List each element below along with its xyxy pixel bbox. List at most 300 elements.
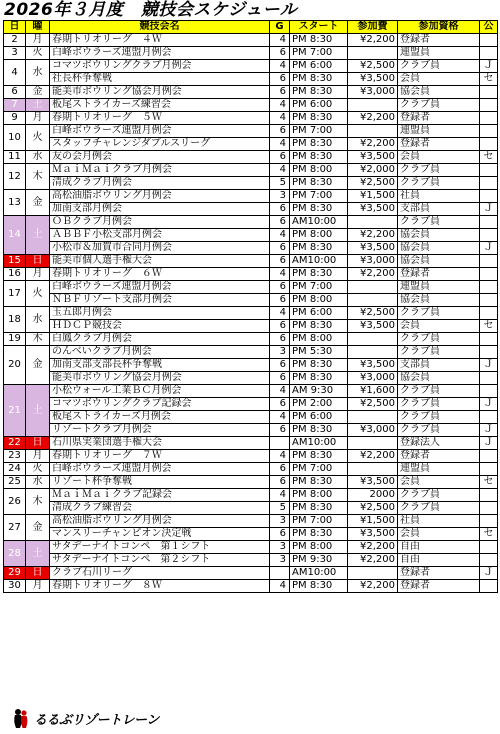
weekday-cell: 日 [26,437,50,450]
page-title: 2026年３月度 競技会スケジュール [4,0,298,20]
schedule-table [3,20,498,593]
games-cell: 4 [270,138,290,151]
official-cell [480,281,498,294]
table-row [4,372,498,385]
official-cell [480,125,498,138]
qualification-cell: クラブ員 [398,164,480,177]
qualification-cell: クラブ員 [398,424,480,437]
table-row [4,229,498,242]
fee-cell: ¥2,500 [348,177,398,190]
table-row [4,541,498,554]
start-time-cell: PM 6:00 [290,307,348,320]
official-cell [480,216,498,229]
event-name-cell: 友の会月例会 [50,151,270,164]
fee-cell: ¥2,200 [348,34,398,47]
table-row [4,125,498,138]
event-name-cell: 能美市ボウリング協会月例会 [50,86,270,99]
weekday-cell: 土 [26,385,50,437]
fee-cell: ¥2,200 [348,580,398,593]
day-cell: 30 [4,580,26,593]
official-cell [480,489,498,502]
fee-cell: ¥3,500 [348,203,398,216]
day-cell: 16 [4,268,26,281]
qualification-cell: 登録者 [398,580,480,593]
qualification-cell: クラブ員 [398,99,480,112]
official-cell [480,294,498,307]
table-row [4,411,498,424]
qualification-cell: クラブ員 [398,346,480,359]
table-row [4,567,498,580]
fee-cell [348,294,398,307]
official-cell [480,47,498,60]
qualification-cell: 支部員 [398,203,480,216]
weekday-cell: 火 [26,463,50,476]
games-cell: 4 [270,99,290,112]
qualification-cell: クラブ員 [398,333,480,346]
start-time-cell: PM 7:00 [290,281,348,294]
start-time-cell: PM 8:30 [290,528,348,541]
fee-cell: ¥2,500 [348,307,398,320]
official-cell [480,268,498,281]
games-cell: 3 [270,515,290,528]
games-cell: 6 [270,398,290,411]
event-name-cell: ＭａｉＭａｉクラブ記録会 [50,489,270,502]
event-name-cell: 加南支部月例会 [50,203,270,216]
start-time-cell: PM 9:30 [290,554,348,567]
weekday-cell: 木 [26,489,50,515]
games-cell: 4 [270,450,290,463]
event-name-cell: 能美市ボウリング協会月例会 [50,372,270,385]
weekday-cell: 月 [26,112,50,125]
games-cell: 4 [270,268,290,281]
weekday-cell: 月 [26,34,50,47]
games-cell: 4 [270,34,290,47]
event-name-cell: コマツボウリングクラブ記録会 [50,398,270,411]
table-row [4,34,498,47]
start-time-cell: PM 8:30 [290,476,348,489]
day-cell: 7 [4,99,26,112]
games-cell [270,567,290,580]
table-row [4,86,498,99]
weekday-cell: 月 [26,268,50,281]
event-name-cell: 能美市個人選手権大会 [50,255,270,268]
fee-cell [348,99,398,112]
table-row [4,60,498,73]
official-cell: Ｊ [480,398,498,411]
event-name-cell: ＭａｉＭａｉクラブ月例会 [50,164,270,177]
weekday-cell: 火 [26,281,50,307]
start-time-cell: PM 8:30 [290,177,348,190]
fee-cell: ¥3,500 [348,476,398,489]
qualification-cell: 連盟員 [398,463,480,476]
day-cell: 17 [4,281,26,307]
fee-cell: ¥2,500 [348,502,398,515]
table-row [4,216,498,229]
games-cell: 6 [270,125,290,138]
official-cell [480,34,498,47]
day-cell: 23 [4,450,26,463]
start-time-cell: AM10:00 [290,255,348,268]
start-time-cell: PM 8:00 [290,229,348,242]
official-cell [480,99,498,112]
event-name-cell: 春期トリオリーグ ５Ｗ [50,112,270,125]
weekday-cell: 土 [26,541,50,567]
event-name-cell: 高松油脂ボウリング月例会 [50,190,270,203]
qualification-cell: 登録者 [398,268,480,281]
weekday-cell: 水 [26,60,50,86]
official-cell [480,164,498,177]
start-time-cell: PM 8:00 [290,541,348,554]
day-cell: 13 [4,190,26,216]
fee-cell [348,411,398,424]
table-row [4,151,498,164]
weekday-cell: 火 [26,125,50,151]
start-time-cell: AM10:00 [290,567,348,580]
qualification-cell: 協会員 [398,229,480,242]
games-cell: 6 [270,476,290,489]
official-cell [480,190,498,203]
qualification-cell: 会員 [398,476,480,489]
start-time-cell: PM 6:00 [290,60,348,73]
official-cell [480,463,498,476]
games-cell: 6 [270,359,290,372]
table-row [4,515,498,528]
table-row [4,424,498,437]
fee-cell: ¥3,500 [348,151,398,164]
logo [10,706,159,730]
table-row [4,281,498,294]
start-time-cell: PM 8:30 [290,359,348,372]
header-start: スタート [290,21,348,34]
official-cell [480,502,498,515]
qualification-cell: 協会員 [398,86,480,99]
fee-cell: ¥1,500 [348,190,398,203]
table-row [4,359,498,372]
table-row [4,268,498,281]
fee-cell: ¥2,200 [348,450,398,463]
table-row [4,580,498,593]
event-name-cell: 高松油脂ボウリング月例会 [50,515,270,528]
table-row [4,203,498,216]
table-row [4,190,498,203]
start-time-cell: PM 8:30 [290,242,348,255]
games-cell [270,437,290,450]
start-time-cell: AM 9:30 [290,385,348,398]
table-row [4,489,498,502]
qualification-cell: クラブ員 [398,216,480,229]
weekday-cell: 水 [26,476,50,489]
event-name-cell: マンスリーチャンピオン決定戦 [50,528,270,541]
event-name-cell: 春期トリオリーグ ４Ｗ [50,34,270,47]
event-name-cell: 清成クラブ練習会 [50,502,270,515]
start-time-cell: PM 7:00 [290,463,348,476]
event-name-cell: リゾートクラブ月例会 [50,424,270,437]
table-row [4,450,498,463]
qualification-cell: 登録者 [398,567,480,580]
fee-cell: 2000 [348,489,398,502]
official-cell [480,515,498,528]
games-cell: 6 [270,294,290,307]
header-official: 公 [480,21,498,34]
event-name-cell: スタッフチャレンジダブルスリーグ [50,138,270,151]
weekday-cell: 木 [26,333,50,346]
fee-cell [348,346,398,359]
start-time-cell: PM 8:00 [290,333,348,346]
start-time-cell: PM 2:00 [290,398,348,411]
official-cell: Ｊ [480,424,498,437]
fee-cell [348,47,398,60]
event-name-cell: 春期トリオリーグ ６Ｗ [50,268,270,281]
start-time-cell: PM 8:30 [290,450,348,463]
games-cell: 4 [270,580,290,593]
start-time-cell: PM 7:00 [290,47,348,60]
official-cell [480,541,498,554]
games-cell: 6 [270,242,290,255]
official-cell [480,580,498,593]
official-cell [480,229,498,242]
games-cell: 6 [270,203,290,216]
official-cell [480,307,498,320]
fee-cell: ¥2,200 [348,112,398,125]
official-cell [480,554,498,567]
games-cell: 6 [270,424,290,437]
official-cell: セ [480,320,498,333]
fee-cell [348,281,398,294]
official-cell [480,372,498,385]
games-cell: 6 [270,281,290,294]
games-cell: 3 [270,190,290,203]
games-cell: 4 [270,411,290,424]
official-cell [480,86,498,99]
weekday-cell: 日 [26,567,50,580]
event-name-cell: 白鳳クラブ月例会 [50,333,270,346]
start-time-cell: PM 7:00 [290,515,348,528]
official-cell [480,255,498,268]
table-row [4,99,498,112]
fee-cell: ¥3,000 [348,86,398,99]
games-cell: 4 [270,307,290,320]
table-row [4,333,498,346]
start-time-cell: PM 8:30 [290,73,348,86]
schedule-body [4,34,498,593]
qualification-cell: クラブ員 [398,489,480,502]
official-cell: Ｊ [480,359,498,372]
official-cell [480,450,498,463]
event-name-cell: 白峰ボウラーズ連盟月例会 [50,463,270,476]
qualification-cell: 支部員 [398,359,480,372]
start-time-cell: PM 8:30 [290,151,348,164]
official-cell: セ [480,476,498,489]
qualification-cell: クラブ員 [398,398,480,411]
day-cell: 21 [4,385,26,437]
official-cell: Ｊ [480,567,498,580]
qualification-cell: 会員 [398,73,480,86]
event-name-cell: リゾート杯争奪戦 [50,476,270,489]
event-name-cell: 小松ウォール工業ＢＣ月例会 [50,385,270,398]
qualification-cell: クラブ員 [398,60,480,73]
games-cell: 5 [270,177,290,190]
official-cell [480,177,498,190]
fee-cell: ¥2,200 [348,268,398,281]
start-time-cell: PM 8:00 [290,489,348,502]
games-cell: 6 [270,320,290,333]
qualification-cell: 会員 [398,320,480,333]
event-name-cell: ＡＢＢＦ小松支部月例会 [50,229,270,242]
qualification-cell: 連盟員 [398,47,480,60]
fee-cell: ¥3,500 [348,73,398,86]
table-row [4,242,498,255]
games-cell: 3 [270,554,290,567]
day-cell: 18 [4,307,26,333]
header-dow: 曜 [26,21,50,34]
weekday-cell: 木 [26,164,50,190]
fee-cell: ¥2,000 [348,164,398,177]
start-time-cell: AM10:00 [290,437,348,450]
start-time-cell: PM 8:30 [290,268,348,281]
header-fee: 参加費 [348,21,398,34]
day-cell: 25 [4,476,26,489]
event-name-cell: ＨＤＣＰ競技会 [50,320,270,333]
official-cell: Ｊ [480,437,498,450]
official-cell: Ｊ [480,242,498,255]
official-cell: Ｊ [480,203,498,216]
start-time-cell: PM 8:30 [290,424,348,437]
event-name-cell: ＮＢＦリゾート支部月例会 [50,294,270,307]
table-row [4,320,498,333]
qualification-cell: 登録者 [398,34,480,47]
event-name-cell: コマツボウリングクラブ月例会 [50,60,270,73]
start-time-cell: PM 8:30 [290,580,348,593]
header-event: 競技会名 [50,21,270,34]
fee-cell: ¥3,500 [348,242,398,255]
day-cell: 11 [4,151,26,164]
header-day: 日 [4,21,26,34]
weekday-cell: 火 [26,47,50,60]
event-name-cell: 玉五郎月例会 [50,307,270,320]
event-name-cell: サタデーナイトコンペ 第１シフト [50,541,270,554]
day-cell: 2 [4,34,26,47]
games-cell: 3 [270,346,290,359]
fee-cell: ¥3,500 [348,320,398,333]
table-row [4,346,498,359]
start-time-cell: PM 6:00 [290,99,348,112]
table-row [4,554,498,567]
event-name-cell: ＯＢクラブ月例会 [50,216,270,229]
table-row [4,463,498,476]
start-time-cell: PM 8:30 [290,372,348,385]
official-cell [480,411,498,424]
weekday-cell: 水 [26,307,50,333]
event-name-cell: 小松市＆加賀市合同月例会 [50,242,270,255]
start-time-cell: PM 8:30 [290,86,348,99]
fee-cell: ¥2,500 [348,60,398,73]
start-time-cell: PM 8:30 [290,34,348,47]
games-cell: 4 [270,229,290,242]
qualification-cell: 自由 [398,541,480,554]
start-time-cell: PM 8:30 [290,138,348,151]
event-name-cell: 白峰ボウラーズ連盟月例会 [50,47,270,60]
fee-cell: ¥3,000 [348,424,398,437]
table-row [4,47,498,60]
fee-cell: ¥2,200 [348,229,398,242]
event-name-cell: 板尾ストライカーズ練習会 [50,99,270,112]
table-row [4,385,498,398]
official-cell [480,385,498,398]
start-time-cell: PM 8:30 [290,320,348,333]
logo-text: るるぶリゾートレーン [34,712,159,728]
fee-cell [348,463,398,476]
day-cell: 15 [4,255,26,268]
fee-cell: ¥3,000 [348,255,398,268]
table-row [4,164,498,177]
event-name-cell: 白峰ボウラーズ連盟月例会 [50,125,270,138]
weekday-cell: 月 [26,580,50,593]
weekday-cell: 月 [26,450,50,463]
games-cell: 6 [270,255,290,268]
fee-cell [348,567,398,580]
fee-cell: ¥2,200 [348,138,398,151]
weekday-cell: 土 [26,216,50,255]
event-name-cell: サタデーナイトコンペ 第２シフト [50,554,270,567]
games-cell: 4 [270,385,290,398]
fee-cell [348,437,398,450]
qualification-cell: クラブ員 [398,411,480,424]
start-time-cell: AM10:00 [290,216,348,229]
table-row [4,307,498,320]
official-cell [480,112,498,125]
official-cell [480,346,498,359]
qualification-cell: 登録者 [398,450,480,463]
qualification-cell: 協会員 [398,372,480,385]
table-row [4,437,498,450]
qualification-cell: 協会員 [398,294,480,307]
start-time-cell: PM 8:00 [290,164,348,177]
qualification-cell: クラブ員 [398,177,480,190]
games-cell: 4 [270,164,290,177]
qualification-cell: 社員 [398,515,480,528]
qualification-cell: 社員 [398,190,480,203]
event-name-cell: 清成クラブ月例会 [50,177,270,190]
games-cell: 6 [270,528,290,541]
games-cell: 6 [270,372,290,385]
day-cell: 29 [4,567,26,580]
day-cell: 3 [4,47,26,60]
table-row [4,177,498,190]
qualification-cell: 協会員 [398,255,480,268]
weekday-cell: 日 [26,255,50,268]
day-cell: 20 [4,346,26,385]
fee-cell [348,216,398,229]
day-cell: 24 [4,463,26,476]
qualification-cell: 連盟員 [398,125,480,138]
qualification-cell: 会員 [398,151,480,164]
weekday-cell: 土 [26,99,50,112]
day-cell: 14 [4,216,26,255]
event-name-cell: 白峰ボウラーズ連盟月例会 [50,281,270,294]
table-row [4,255,498,268]
weekday-cell: 水 [26,151,50,164]
official-cell: セ [480,151,498,164]
games-cell: 6 [270,86,290,99]
weekday-cell: 金 [26,515,50,541]
qualification-cell: クラブ員 [398,307,480,320]
games-cell: 4 [270,60,290,73]
games-cell: 6 [270,216,290,229]
games-cell: 5 [270,502,290,515]
weekday-cell: 金 [26,346,50,385]
games-cell: 6 [270,47,290,60]
table-row [4,502,498,515]
